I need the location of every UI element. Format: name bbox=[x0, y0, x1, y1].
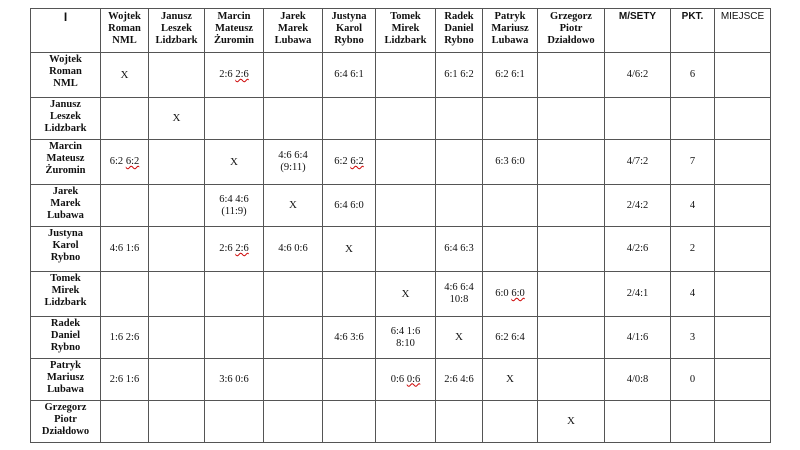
miejsce-cell bbox=[715, 98, 771, 140]
score-cell bbox=[149, 53, 205, 98]
score-cell bbox=[483, 98, 538, 140]
row-header-name-line: Daniel bbox=[50, 330, 81, 341]
miejsce-cell bbox=[715, 185, 771, 227]
score-cell bbox=[323, 185, 376, 227]
col-header-player bbox=[101, 9, 149, 53]
row-header-name-line: Karol bbox=[52, 240, 79, 251]
score-cell bbox=[538, 140, 605, 185]
table-row bbox=[31, 185, 771, 227]
score-cell bbox=[264, 140, 323, 185]
msety-cell: 4/2:6 bbox=[605, 227, 671, 272]
score-cell bbox=[483, 317, 538, 359]
col-header-name-line: Jarek bbox=[280, 11, 306, 22]
col-header-player bbox=[149, 9, 205, 53]
score-text: 6:4 6:1 bbox=[334, 69, 364, 80]
score-text: 6:4 1:6 bbox=[390, 325, 421, 337]
msety-cell: 2/4:1 bbox=[605, 272, 671, 317]
self-match-mark: X bbox=[172, 112, 181, 124]
score-cell bbox=[323, 140, 376, 185]
col-header-name-line: Piotr bbox=[559, 23, 583, 34]
self-match-cell bbox=[101, 53, 149, 98]
results-table bbox=[30, 8, 771, 443]
col-header-name-line: Wojtek bbox=[108, 11, 141, 22]
score-cell bbox=[101, 227, 149, 272]
self-match-mark: X bbox=[506, 373, 514, 385]
score-text: (9:11) bbox=[280, 162, 306, 173]
score-cell bbox=[483, 401, 538, 443]
self-match-cell bbox=[205, 140, 264, 185]
self-match-mark: X bbox=[120, 68, 129, 81]
miejsce-cell bbox=[715, 401, 771, 443]
msety-cell bbox=[605, 98, 671, 140]
score-text: 6:2 6:2 bbox=[334, 156, 364, 167]
self-match-mark: X bbox=[401, 287, 410, 300]
score-cell bbox=[538, 359, 605, 401]
score-cell bbox=[264, 272, 323, 317]
score-cell bbox=[205, 227, 264, 272]
score-text: 4:6 6:4 bbox=[444, 282, 474, 293]
pkt-cell: 0 bbox=[671, 359, 715, 401]
score-cell bbox=[149, 401, 205, 443]
score-text: 6:1 6:2 bbox=[444, 69, 474, 80]
score-cell bbox=[264, 53, 323, 98]
score-cell bbox=[323, 317, 376, 359]
miejsce-cell bbox=[715, 359, 771, 401]
score-cell bbox=[205, 359, 264, 401]
msety-cell bbox=[605, 401, 671, 443]
score-cell bbox=[205, 317, 264, 359]
msety-cell: 4/7:2 bbox=[605, 140, 671, 185]
col-header-name-line: Rybno bbox=[334, 35, 364, 46]
row-header-name-line: Lubawa bbox=[47, 210, 84, 221]
miejsce-cell bbox=[715, 272, 771, 317]
spellcheck-underline: 2:6 bbox=[235, 243, 249, 254]
col-header-name-line: Mateusz bbox=[215, 23, 253, 34]
self-match-cell bbox=[483, 359, 538, 401]
score-cell bbox=[101, 98, 149, 140]
self-match-mark: X bbox=[455, 331, 463, 343]
score-text: 1:6 2:6 bbox=[109, 331, 140, 343]
score-text: 3:6 0:6 bbox=[219, 373, 249, 385]
score-cell bbox=[538, 227, 605, 272]
score-text: 4:6 3:6 bbox=[334, 331, 364, 343]
row-header-name-line: Żuromin bbox=[45, 165, 86, 176]
score-text: 6:0 6:0 bbox=[495, 288, 525, 299]
table-row bbox=[31, 359, 771, 401]
col-header-player bbox=[376, 9, 436, 53]
col-header-miejsce: MIEJSCE bbox=[715, 9, 771, 53]
score-text: 0:6 0:6 bbox=[390, 373, 421, 385]
score-text: 4:6 0:6 bbox=[278, 243, 308, 254]
table-row bbox=[31, 227, 771, 272]
header-row bbox=[31, 9, 771, 53]
score-cell bbox=[436, 98, 483, 140]
row-header-player bbox=[31, 272, 101, 317]
self-match-cell bbox=[323, 227, 376, 272]
corner-cell bbox=[31, 9, 101, 53]
score-cell bbox=[101, 185, 149, 227]
row-header-name-line: Jarek bbox=[52, 186, 79, 197]
pkt-cell: 4 bbox=[671, 272, 715, 317]
score-cell bbox=[205, 185, 264, 227]
row-header-player bbox=[31, 98, 101, 140]
col-header-name-line: Mirek bbox=[391, 23, 420, 34]
score-text: 4:6 1:6 bbox=[109, 243, 140, 254]
row-header-name-line: Marek bbox=[50, 198, 81, 209]
col-header-name-line: Żuromin bbox=[213, 35, 255, 46]
row-header-name-line: Leszek bbox=[50, 111, 81, 122]
row-header-player bbox=[31, 53, 101, 98]
row-header-name-line: Grzegorz bbox=[44, 402, 87, 413]
col-header-name-line: Roman bbox=[108, 23, 141, 34]
row-header-name-line: Justyna bbox=[47, 228, 83, 239]
col-header-name-line: Leszek bbox=[161, 23, 192, 34]
score-cell bbox=[149, 140, 205, 185]
score-cell bbox=[376, 401, 436, 443]
row-header-name-line: Patryk bbox=[50, 360, 81, 371]
row-header-name-line: Mateusz bbox=[46, 153, 85, 164]
score-cell bbox=[149, 359, 205, 401]
score-text: 6:2 6:4 bbox=[495, 331, 525, 343]
score-cell bbox=[436, 140, 483, 185]
score-cell bbox=[149, 317, 205, 359]
col-header-player bbox=[436, 9, 483, 53]
score-cell bbox=[264, 401, 323, 443]
col-header-name-line: NML bbox=[112, 35, 137, 46]
score-cell bbox=[323, 359, 376, 401]
col-header-name-line: Justyna bbox=[331, 11, 367, 22]
score-cell bbox=[538, 185, 605, 227]
score-text: 2:6 4:6 bbox=[444, 373, 474, 385]
row-header-name-line: Roman bbox=[49, 66, 82, 77]
score-cell bbox=[205, 53, 264, 98]
table-row bbox=[31, 272, 771, 317]
row-header-name-line: Mirek bbox=[51, 285, 80, 296]
col-header-msety: M/SETY bbox=[605, 9, 671, 53]
score-cell bbox=[101, 317, 149, 359]
self-match-cell bbox=[376, 272, 436, 317]
score-cell bbox=[483, 272, 538, 317]
miejsce-cell bbox=[715, 227, 771, 272]
score-cell bbox=[264, 317, 323, 359]
score-cell bbox=[149, 185, 205, 227]
col-header-name-line: Grzegorz bbox=[550, 11, 592, 22]
score-text: 6:3 6:0 bbox=[495, 156, 525, 167]
score-cell bbox=[483, 140, 538, 185]
spellcheck-underline: 0:6 bbox=[406, 373, 421, 385]
spellcheck-underline: 6:2 bbox=[125, 156, 140, 167]
row-header-player bbox=[31, 359, 101, 401]
self-match-mark: X bbox=[345, 242, 353, 255]
score-cell bbox=[149, 272, 205, 317]
score-cell bbox=[436, 185, 483, 227]
score-cell bbox=[205, 98, 264, 140]
score-cell bbox=[101, 272, 149, 317]
score-cell bbox=[483, 53, 538, 98]
miejsce-cell bbox=[715, 317, 771, 359]
score-cell bbox=[376, 317, 436, 359]
self-match-mark: X bbox=[230, 155, 238, 168]
row-header-name-line: NML bbox=[53, 78, 78, 89]
col-header-name-line: Marek bbox=[277, 23, 309, 34]
score-text: 6:2 6:2 bbox=[109, 156, 140, 167]
col-header-name-line: Marcin bbox=[217, 11, 251, 22]
score-cell bbox=[264, 98, 323, 140]
pkt-cell: 3 bbox=[671, 317, 715, 359]
row-header-player bbox=[31, 317, 101, 359]
msety-cell: 4/0:8 bbox=[605, 359, 671, 401]
score-text: (11:9) bbox=[221, 205, 247, 217]
score-cell bbox=[436, 401, 483, 443]
score-text: 6:2 6:1 bbox=[495, 69, 525, 80]
msety-cell: 4/6:2 bbox=[605, 53, 671, 98]
col-header-name-line: Tomek bbox=[390, 11, 421, 22]
row-header-player bbox=[31, 185, 101, 227]
score-text: 8:10 bbox=[396, 337, 415, 349]
row-header-name-line: Radek bbox=[50, 318, 81, 329]
score-cell bbox=[149, 227, 205, 272]
score-text: 10:8 bbox=[449, 294, 469, 305]
col-header-name-line: Janusz bbox=[161, 11, 192, 22]
corner-mark: I bbox=[63, 10, 68, 24]
score-cell bbox=[264, 359, 323, 401]
score-text: 4:6 6:4 bbox=[278, 150, 308, 161]
col-header-player bbox=[323, 9, 376, 53]
msety-cell: 2/4:2 bbox=[605, 185, 671, 227]
table-row bbox=[31, 140, 771, 185]
self-match-mark: X bbox=[289, 199, 297, 211]
row-header-name-line: Lubawa bbox=[47, 384, 84, 395]
miejsce-cell bbox=[715, 53, 771, 98]
col-header-name-line: Mariusz bbox=[491, 23, 529, 34]
col-header-name-line: Działdowo bbox=[547, 35, 595, 46]
col-header-name-line: Karol bbox=[335, 23, 363, 34]
row-header-name-line: Rybno bbox=[50, 342, 81, 353]
table-row bbox=[31, 401, 771, 443]
col-header-player bbox=[538, 9, 605, 53]
col-header-name-line: Lidzbark bbox=[384, 35, 427, 46]
col-header-pkt: PKT. bbox=[671, 9, 715, 53]
col-header-name-line: Lubawa bbox=[491, 35, 529, 46]
col-header-name-line: Radek bbox=[444, 11, 474, 22]
pkt-cell: 6 bbox=[671, 53, 715, 98]
score-cell bbox=[376, 185, 436, 227]
col-header-name-line: Daniel bbox=[444, 23, 474, 34]
pkt-cell: 4 bbox=[671, 185, 715, 227]
row-header-name-line: Marcin bbox=[48, 141, 83, 152]
row-header-player bbox=[31, 227, 101, 272]
col-header-player bbox=[205, 9, 264, 53]
score-cell bbox=[323, 401, 376, 443]
row-header-name-line: Lidzbark bbox=[44, 297, 87, 308]
row-header-player bbox=[31, 401, 101, 443]
row-header-name-line: Działdowo bbox=[41, 426, 90, 437]
score-cell bbox=[538, 317, 605, 359]
score-cell bbox=[538, 53, 605, 98]
score-cell bbox=[483, 227, 538, 272]
row-header-name-line: Lidzbark bbox=[44, 123, 87, 134]
pkt-cell: 2 bbox=[671, 227, 715, 272]
score-cell bbox=[376, 227, 436, 272]
row-header-name-line: Mariusz bbox=[46, 372, 85, 383]
miejsce-cell bbox=[715, 140, 771, 185]
self-match-cell bbox=[538, 401, 605, 443]
self-match-cell bbox=[436, 317, 483, 359]
results-table-container bbox=[30, 8, 771, 443]
msety-cell: 4/1:6 bbox=[605, 317, 671, 359]
score-text: 6:4 6:3 bbox=[444, 243, 474, 254]
score-cell bbox=[323, 53, 376, 98]
col-header-name-line: Lubawa bbox=[274, 35, 312, 46]
score-cell bbox=[323, 272, 376, 317]
score-cell bbox=[376, 359, 436, 401]
self-match-cell bbox=[149, 98, 205, 140]
pkt-cell: 7 bbox=[671, 140, 715, 185]
self-match-cell bbox=[264, 185, 323, 227]
score-cell bbox=[376, 98, 436, 140]
spellcheck-underline: 6:2 bbox=[350, 156, 364, 167]
col-header-player bbox=[483, 9, 538, 53]
score-cell bbox=[376, 140, 436, 185]
score-cell bbox=[205, 272, 264, 317]
score-cell bbox=[101, 140, 149, 185]
score-cell bbox=[376, 53, 436, 98]
row-header-name-line: Wojtek bbox=[49, 54, 82, 65]
spellcheck-underline: 6:0 bbox=[511, 288, 525, 299]
score-cell bbox=[264, 227, 323, 272]
col-header-name-line: Lidzbark bbox=[155, 35, 198, 46]
row-header-name-line: Rybno bbox=[50, 252, 81, 263]
score-text: 6:4 4:6 bbox=[219, 193, 249, 205]
score-cell bbox=[483, 185, 538, 227]
score-cell bbox=[436, 272, 483, 317]
score-cell bbox=[436, 359, 483, 401]
score-cell bbox=[101, 401, 149, 443]
score-cell bbox=[101, 359, 149, 401]
table-row bbox=[31, 53, 771, 98]
score-text: 6:4 6:0 bbox=[334, 199, 364, 211]
pkt-cell bbox=[671, 401, 715, 443]
score-cell bbox=[538, 272, 605, 317]
score-cell bbox=[323, 98, 376, 140]
col-header-name-line: Patryk bbox=[494, 11, 526, 22]
row-header-name-line: Piotr bbox=[54, 414, 77, 425]
pkt-cell bbox=[671, 98, 715, 140]
score-text: 2:6 2:6 bbox=[219, 243, 249, 254]
score-text: 2:6 1:6 bbox=[109, 373, 140, 385]
table-row bbox=[31, 317, 771, 359]
self-match-mark: X bbox=[567, 415, 575, 427]
col-header-player bbox=[264, 9, 323, 53]
col-header-name-line: Rybno bbox=[444, 35, 474, 46]
row-header-player bbox=[31, 140, 101, 185]
row-header-name-line: Janusz bbox=[50, 99, 81, 110]
score-cell bbox=[538, 98, 605, 140]
score-cell bbox=[205, 401, 264, 443]
score-cell bbox=[436, 53, 483, 98]
score-text: 2:6 2:6 bbox=[219, 69, 249, 80]
table-row bbox=[31, 98, 771, 140]
row-header-name-line: Tomek bbox=[50, 273, 81, 284]
score-cell bbox=[436, 227, 483, 272]
spellcheck-underline: 2:6 bbox=[235, 69, 249, 80]
